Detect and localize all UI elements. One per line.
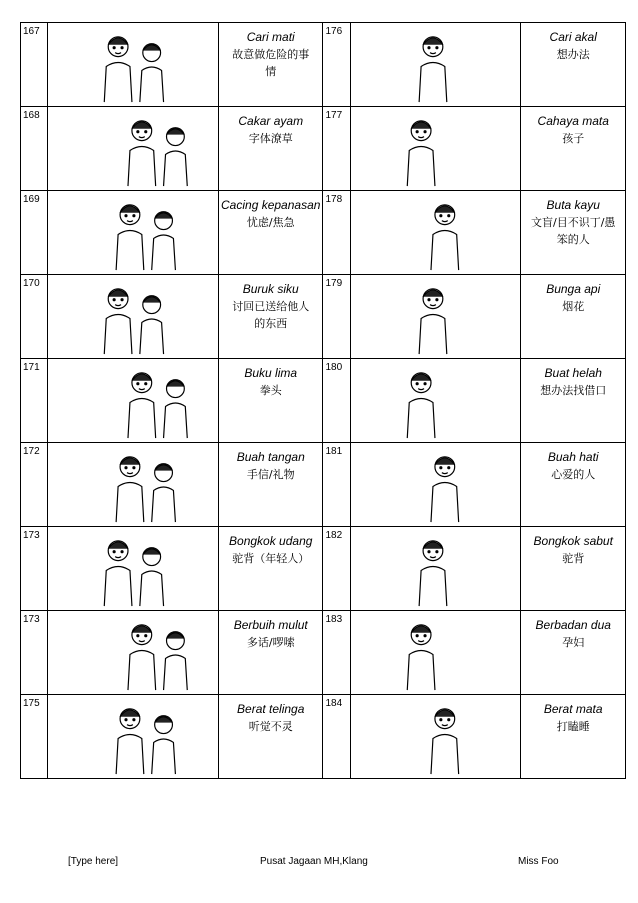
entry-illustration [48,275,219,359]
entry-number: 184 [323,695,350,779]
entry-number: 177 [323,107,350,191]
entry-text [218,23,323,107]
chinese-meaning: 想办法 [556,48,590,61]
entry-text [218,443,323,527]
malay-idiom: Buah tangan [236,450,305,464]
illustration-drawing [351,359,521,442]
table-row [21,191,626,275]
malay-idiom: Cakar ayam [238,114,304,128]
entry-text [521,275,626,359]
entry-number: 181 [323,443,350,527]
entry-illustration [350,359,521,443]
entry-text [521,23,626,107]
entry-number: 170 [21,275,48,359]
entry-illustration [350,23,521,107]
chinese-meaning: 烟花 [562,300,585,313]
entry-text [218,191,323,275]
entry-illustration [48,611,219,695]
malay-idiom: Buta kayu [546,198,600,212]
malay-idiom: Bongkok udang [229,534,313,548]
entry-text [218,527,323,611]
table-row [21,695,626,779]
malay-idiom: Berbadan dua [535,618,611,632]
malay-idiom: Buruk siku [242,282,299,296]
entry-text [218,107,323,191]
entry-number: 173 [21,611,48,695]
illustration-drawing [351,527,521,610]
chinese-meaning: 文盲/目不识丁/愚笨的人 [531,216,616,246]
footer-center: Pusat Jagaan MH,Klang [260,856,368,867]
malay-idiom: Cari akal [549,30,597,44]
entry-text [218,359,323,443]
table-row [21,359,626,443]
illustration-drawing [351,107,521,190]
entry-number: 175 [21,695,48,779]
entry-illustration [48,695,219,779]
chinese-meaning: 讨回已送给他人的东西 [232,300,310,330]
footer-right: Miss Foo [518,856,559,867]
entry-number: 178 [323,191,350,275]
malay-idiom: Cacing kepanasan [221,198,321,212]
footer-left: [Type here] [68,856,119,867]
malay-idiom: Bunga api [546,282,601,296]
illustration-drawing [351,23,521,106]
entry-number: 176 [323,23,350,107]
illustration-drawing [48,275,218,358]
chinese-meaning: 驼背 [562,552,585,565]
table-row [21,23,626,107]
entry-text [218,611,323,695]
illustration-drawing [351,611,521,694]
illustration-drawing [48,23,218,106]
chinese-meaning: 手信/礼物 [246,468,295,481]
entry-text [521,191,626,275]
chinese-meaning: 心爱的人 [551,468,596,481]
entry-text [521,695,626,779]
entry-text [521,611,626,695]
malay-idiom: Buah hati [547,450,599,464]
entry-illustration [350,527,521,611]
illustration-drawing [351,191,521,274]
chinese-meaning: 孕妇 [562,636,585,649]
chinese-meaning: 驼背（年轻人） [232,552,310,565]
entry-number: 167 [21,23,48,107]
chinese-meaning: 打瞌睡 [556,720,590,733]
entry-text [218,275,323,359]
malay-idiom: Cahaya mata [537,114,609,128]
malay-idiom: Buat helah [544,366,602,380]
chinese-meaning: 听觉不灵 [248,720,293,733]
malay-idiom: Berat telinga [237,702,305,716]
table-row [21,275,626,359]
illustration-drawing [48,443,218,526]
entry-text [521,107,626,191]
entry-number: 183 [323,611,350,695]
table-row [21,527,626,611]
entry-illustration [350,275,521,359]
entry-number: 172 [21,443,48,527]
illustration-drawing [48,695,218,778]
entry-text [521,443,626,527]
entry-text [521,359,626,443]
chinese-meaning: 字体潦草 [248,132,293,145]
entry-text [521,527,626,611]
malay-idiom: Berbuih mulut [233,618,308,632]
illustration-drawing [48,191,218,274]
entry-number: 168 [21,107,48,191]
illustration-drawing [48,527,218,610]
malay-idiom: Buku lima [244,366,298,380]
chinese-meaning: 故意做危险的事情 [232,48,310,78]
chinese-meaning: 忧虑/焦急 [246,216,295,229]
entry-illustration [350,191,521,275]
entry-illustration [48,359,219,443]
entry-number: 169 [21,191,48,275]
table-row [21,611,626,695]
table-row [21,107,626,191]
entry-text [218,695,323,779]
chinese-meaning: 拳头 [259,384,282,397]
chinese-meaning: 想办法找借口 [540,384,607,397]
malay-idiom: Berat mata [543,702,603,716]
illustration-drawing [48,107,218,190]
entry-illustration [48,443,219,527]
malay-idiom: Bongkok sabut [533,534,613,548]
entry-illustration [48,107,219,191]
illustration-drawing [351,695,521,778]
entry-illustration [48,23,219,107]
entry-number: 182 [323,527,350,611]
entry-illustration [350,695,521,779]
entry-illustration [350,611,521,695]
illustration-drawing [48,359,218,442]
chinese-meaning: 多话/啰嗦 [246,636,295,649]
malay-idiom: Cari mati [246,30,295,44]
entry-illustration [350,443,521,527]
entry-number: 171 [21,359,48,443]
idiom-table [20,22,626,779]
entry-number: 173 [21,527,48,611]
illustration-drawing [351,443,521,526]
table-row [21,443,626,527]
chinese-meaning: 孩子 [562,132,585,145]
entry-illustration [48,527,219,611]
entry-illustration [48,191,219,275]
entry-illustration [350,107,521,191]
illustration-drawing [351,275,521,358]
entry-number: 180 [323,359,350,443]
entry-number: 179 [323,275,350,359]
illustration-drawing [48,611,218,694]
